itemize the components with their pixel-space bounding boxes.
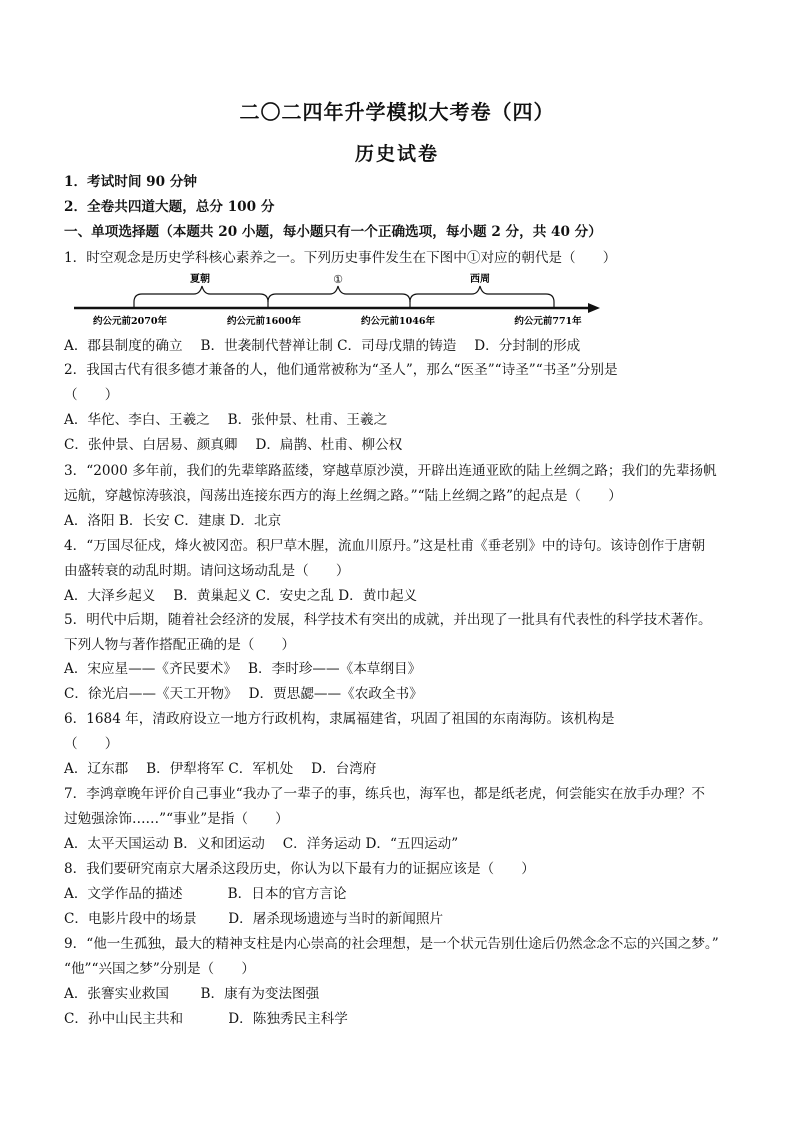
question-options: C．徐光启——《天工开物》 D．贾思勰——《农政全书》	[64, 686, 423, 702]
question-options: C．电影片段中的场景 D．屠杀现场遗迹与当时的新闻照片	[64, 911, 444, 927]
brace-1	[268, 286, 410, 302]
question-options: C．张仲景、白居易、颜真卿 D．扁鹊、杜甫、柳公权	[64, 437, 403, 453]
question-stem: 9．“他一生孤独，最大的精神支柱是内心崇高的社会理想，是一个状元告别仕途后仍然念念不忘的兴国之梦。”	[64, 936, 719, 952]
date-label: 约公元前2070年	[93, 316, 167, 327]
question-stem: 过勉强涂饰……”“事业”是指（ ）	[64, 811, 289, 827]
question-stem: “他”“兴国之梦”分别是（ ）	[64, 961, 255, 977]
question-stem: 远航，穿越惊涛骇浪，闯荡出连接东西方的海上丝绸之路。”“陆上丝绸之路”的起点是（ ）	[64, 488, 622, 504]
question-options: A．张謇实业救国 B．康有为变法图强	[64, 986, 320, 1002]
question-stem: 3．“2000 多年前，我们的先辈筚路蓝缕，穿越草原沙漠，开辟出连通亚欧的陆上丝绸之路；我们的先辈扬帆	[64, 463, 717, 479]
note-total: 2．全卷共四道大题，总分 100 分	[64, 199, 275, 215]
brace-xia	[134, 286, 268, 302]
segment-label-1: ①	[333, 273, 343, 286]
question-stem: 1．时空观念是历史学科核心素养之一。下列历史事件发生在下图中①对应的朝代是（ ）	[64, 250, 617, 266]
note-time: 1．考试时间 90 分钟	[64, 174, 197, 190]
date-label: 约公元前1600年	[227, 316, 301, 327]
question-options: A．文学作品的描述 B．日本的官方言论	[64, 886, 347, 902]
question-stem: 6．1684 年，清政府设立一地方行政机构，隶属福建省，巩固了祖国的东南海防。该机构是	[64, 711, 615, 727]
question-stem: 下列人物与著作搭配正确的是（ ）	[64, 637, 296, 653]
question-options: A．洛阳 B．长安 C．建康 D．北京	[64, 513, 282, 529]
question-stem: 由盛转衰的动乱时期。请问这场动乱是（ ）	[64, 563, 350, 579]
question-stem: 7．李鸿章晚年评价自己事业“我办了一辈子的事，练兵也，海军也，都是纸老虎，何尝能实在放手办理？不	[64, 786, 705, 802]
question-stem: 5．明代中后期，随着社会经济的发展，科学技术有突出的成就，并出现了一批具有代表性的科学技术著作。	[64, 612, 712, 628]
question-stem: （ ）	[64, 387, 119, 403]
date-label: 约公元前1046年	[361, 316, 435, 327]
question-stem: 4．“万国尽征戍，烽火被冈峦。积尸草木腥，流血川原丹。”这是杜甫《垂老别》中的诗句。该诗创作于唐朝	[64, 538, 706, 554]
section-heading: 一、单项选择题（本题共 20 小题，每小题只有一个正确选项，每小题 2 分，共 40 分）	[64, 224, 602, 240]
timeline-arrow	[588, 303, 600, 313]
timeline-figure	[72, 270, 612, 330]
question-options: A．华佗、李白、王羲之 B．张仲景、杜甫、王羲之	[64, 412, 388, 428]
question-options: A．辽东郡 B．伊犁将军 C．军机处 D．台湾府	[64, 761, 377, 777]
segment-label-xia: 夏朝	[190, 274, 210, 285]
question-options: C．孙中山民主共和 D．陈独秀民主科学	[64, 1011, 348, 1027]
question-options: A．宋应星——《齐民要术》 B．李时珍——《本草纲目》	[64, 661, 422, 677]
date-label: 约公元前771年	[514, 316, 582, 327]
question-options: A．太平天国运动 B．义和团运动 C．洋务运动 D．“五四运动”	[64, 836, 459, 852]
brace-xizhou	[410, 286, 554, 302]
question-stem: 8．我们要研究南京大屠杀这段历史，你认为以下最有力的证据应该是（ ）	[64, 861, 535, 877]
question-options: A．大泽乡起义 B．黄巢起义 C．安史之乱 D．黄巾起义	[64, 588, 418, 604]
segment-label-xizhou: 西周	[470, 274, 490, 285]
question-options: A．郡县制度的确立 B．世袭制代替禅让制 C．司母戊鼎的铸造 D．分封制的形成	[64, 338, 581, 354]
exam-subtitle: 历史试卷	[354, 143, 439, 165]
question-stem: 2．我国古代有很多德才兼备的人，他们通常被称为“圣人”，那么“医圣”“诗圣”“书圣”分别是	[64, 362, 618, 378]
question-stem: （ ）	[64, 736, 119, 752]
exam-title: 二〇二四年升学模拟大考卷（四）	[239, 100, 555, 124]
